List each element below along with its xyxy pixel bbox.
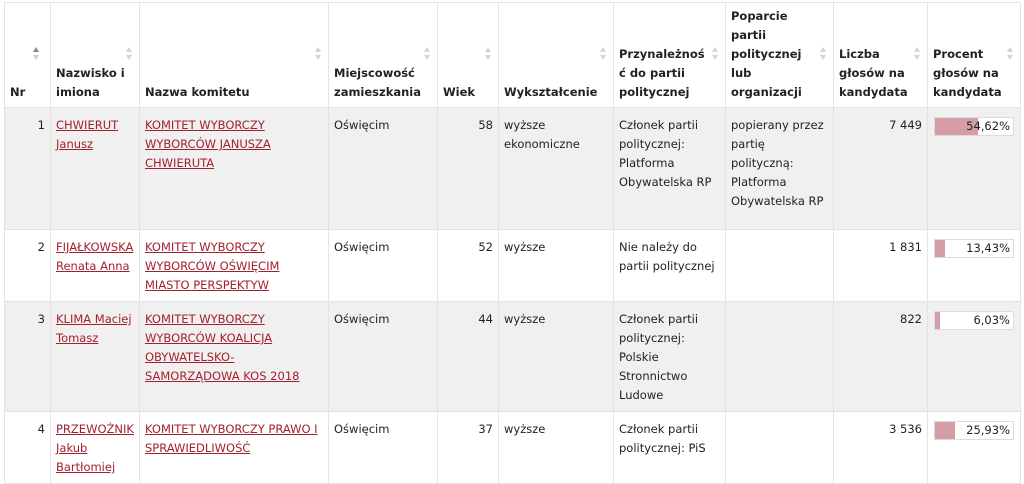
cell-town: Oświęcim bbox=[329, 230, 438, 302]
cell-education: wyższe bbox=[499, 230, 614, 302]
column-header-label: Wykształcenie bbox=[504, 85, 598, 99]
sort-icon bbox=[1007, 47, 1013, 61]
column-header-label: Nr bbox=[10, 85, 26, 99]
sort-icon bbox=[315, 47, 321, 61]
cell-party: Nie należy do partii politycznej bbox=[614, 230, 726, 302]
percent-bar-fill bbox=[935, 240, 945, 257]
cell-town: Oświęcim bbox=[329, 302, 438, 412]
cell-nr: 2 bbox=[5, 230, 51, 302]
cell-name bbox=[51, 302, 140, 412]
percent-label: 6,03% bbox=[973, 313, 1010, 327]
candidate-name-link[interactable]: FIJAŁKOWSKA Renata Anna bbox=[56, 240, 134, 273]
cell-age: 37 bbox=[438, 412, 499, 484]
cell-percent bbox=[928, 412, 1021, 484]
column-header-committee[interactable] bbox=[140, 3, 329, 108]
cell-age: 52 bbox=[438, 230, 499, 302]
cell-support bbox=[726, 412, 834, 484]
percent-bar bbox=[934, 311, 1014, 330]
column-header-percent[interactable] bbox=[928, 3, 1021, 108]
column-header-label: Przynależność do partii politycznej bbox=[619, 47, 705, 99]
sort-icon bbox=[485, 47, 491, 61]
results-table bbox=[4, 2, 1021, 484]
cell-education: wyższe bbox=[499, 412, 614, 484]
cell-votes: 7 449 bbox=[834, 108, 928, 230]
percent-bar-fill bbox=[935, 422, 955, 439]
column-header-label: Procent głosów na kandydata bbox=[933, 47, 1002, 99]
column-header-nr[interactable] bbox=[5, 3, 51, 108]
table-row bbox=[5, 412, 1021, 484]
percent-bar bbox=[934, 421, 1014, 440]
cell-party: Członek partii politycznej: Platforma Obywatelska RP bbox=[614, 108, 726, 230]
committee-link[interactable]: KOMITET WYBORCZY PRAWO I SPRAWIEDLIWOŚĆ bbox=[145, 422, 318, 455]
percent-bar-fill bbox=[935, 312, 940, 329]
sort-icon bbox=[712, 47, 718, 61]
cell-nr: 4 bbox=[5, 412, 51, 484]
cell-committee bbox=[140, 230, 329, 302]
column-header-label: Liczba głosów na kandydata bbox=[839, 47, 908, 99]
sort-icon bbox=[33, 47, 39, 61]
cell-party: Członek partii politycznej: PiS bbox=[614, 412, 726, 484]
candidate-name-link[interactable]: KLIMA Maciej Tomasz bbox=[56, 312, 132, 345]
percent-bar bbox=[934, 117, 1014, 136]
column-header-label: Wiek bbox=[443, 85, 476, 99]
sort-icon bbox=[820, 47, 826, 61]
table-row bbox=[5, 302, 1021, 412]
committee-link[interactable]: KOMITET WYBORCZY WYBORCÓW JANUSZA CHWIERUTA bbox=[145, 118, 271, 170]
cell-town: Oświęcim bbox=[329, 412, 438, 484]
cell-town: Oświęcim bbox=[329, 108, 438, 230]
sort-icon bbox=[600, 47, 606, 61]
cell-age: 58 bbox=[438, 108, 499, 230]
header-row bbox=[5, 3, 1021, 108]
percent-label: 54,62% bbox=[966, 119, 1010, 133]
column-header-votes[interactable] bbox=[834, 3, 928, 108]
column-header-education[interactable] bbox=[499, 3, 614, 108]
cell-support bbox=[726, 302, 834, 412]
sort-icon bbox=[126, 47, 132, 61]
column-header-label: Nazwisko i imiona bbox=[56, 66, 125, 99]
table-row bbox=[5, 108, 1021, 230]
candidate-name-link[interactable]: PRZEWOŹNIK Jakub Bartłomiej bbox=[56, 422, 134, 474]
cell-name bbox=[51, 412, 140, 484]
committee-link[interactable]: KOMITET WYBORCZY WYBORCÓW OŚWIĘCIM MIASTO PERSPEKTYW bbox=[145, 240, 280, 292]
percent-bar bbox=[934, 239, 1014, 258]
column-header-support[interactable] bbox=[726, 3, 834, 108]
cell-votes: 822 bbox=[834, 302, 928, 412]
candidate-name-link[interactable]: CHWIERUT Janusz bbox=[56, 118, 119, 151]
column-header-label: Miejscowość zamieszkania bbox=[334, 66, 422, 99]
cell-name bbox=[51, 230, 140, 302]
cell-percent bbox=[928, 108, 1021, 230]
cell-age: 44 bbox=[438, 302, 499, 412]
column-header-label: Poparcie partii politycznej lub organizacji bbox=[731, 9, 802, 99]
cell-votes: 3 536 bbox=[834, 412, 928, 484]
cell-votes: 1 831 bbox=[834, 230, 928, 302]
cell-nr: 3 bbox=[5, 302, 51, 412]
sort-icon bbox=[424, 47, 430, 61]
cell-party: Członek partii politycznej: Polskie Stronnictwo Ludowe bbox=[614, 302, 726, 412]
sort-icon bbox=[914, 47, 920, 61]
cell-name bbox=[51, 108, 140, 230]
column-header-label: Nazwa komitetu bbox=[145, 85, 250, 99]
cell-nr: 1 bbox=[5, 108, 51, 230]
cell-committee bbox=[140, 108, 329, 230]
cell-education: wyższe ekonomiczne bbox=[499, 108, 614, 230]
cell-percent bbox=[928, 302, 1021, 412]
committee-link[interactable]: KOMITET WYBORCZY WYBORCÓW KOALICJA OBYWATELSKO-SAMORZĄDOWA KOS 2018 bbox=[145, 312, 300, 383]
column-header-party[interactable] bbox=[614, 3, 726, 108]
cell-support: popierany przez partię polityczną: Platforma Obywatelska RP bbox=[726, 108, 834, 230]
percent-label: 25,93% bbox=[966, 423, 1010, 437]
column-header-name[interactable] bbox=[51, 3, 140, 108]
cell-committee bbox=[140, 412, 329, 484]
cell-committee bbox=[140, 302, 329, 412]
table-row bbox=[5, 230, 1021, 302]
percent-label: 13,43% bbox=[966, 241, 1010, 255]
cell-support bbox=[726, 230, 834, 302]
cell-education: wyższe bbox=[499, 302, 614, 412]
column-header-age[interactable] bbox=[438, 3, 499, 108]
cell-percent bbox=[928, 230, 1021, 302]
column-header-town[interactable] bbox=[329, 3, 438, 108]
